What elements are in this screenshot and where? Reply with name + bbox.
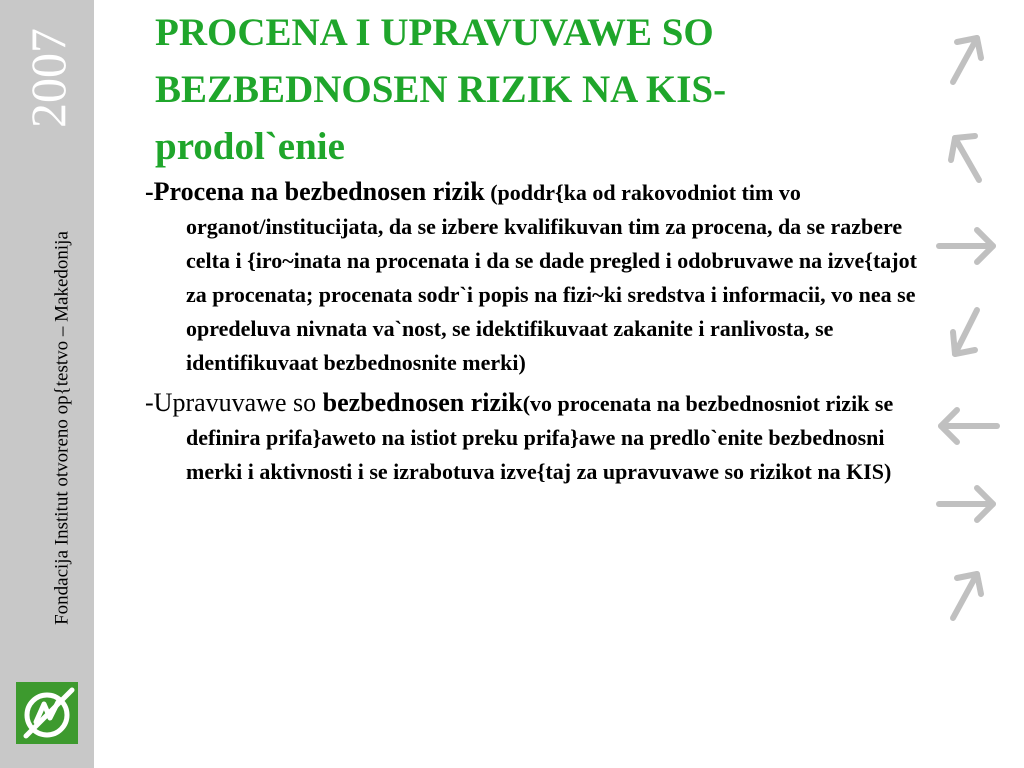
arrow-right-icon xyxy=(939,488,993,520)
bullet-dash: - xyxy=(145,177,154,206)
arrow-down-left-icon xyxy=(953,310,977,354)
arrow-up-right-icon xyxy=(953,38,981,82)
title-line-1: PROCENA I UPRAVUVAWE SO xyxy=(155,11,714,54)
bullet-dash: - xyxy=(145,388,154,417)
arrow-right-icon xyxy=(939,230,993,262)
bullet-term: bezbednosen rizik xyxy=(316,388,523,417)
bullet-term-prefix: Upravuvawe so xyxy=(153,388,317,417)
slide-body xyxy=(145,175,935,495)
decorative-arrows xyxy=(925,20,1015,640)
title-line-2: BEZBEDNOSEN RIZIK NA KIS- xyxy=(155,68,727,111)
arrow-left-icon xyxy=(941,410,997,442)
title-line-3: prodol`enie xyxy=(155,125,345,168)
foundation-name: Fondacija Institut otvoreno op{testvo – Makedonija xyxy=(51,231,73,625)
bullet-risk-assessment xyxy=(145,175,935,380)
arrow-up-right-icon xyxy=(953,574,981,618)
bullet-text: (poddr{ka od rakovodniot tim vo organot/institucijata, da se izbere kvalifikuvan tim za procena, da se razbere celta i {iro~inata na procenata i da se dade pregled i odobruvawe na izve{tajot za procenata; procenata sodr`i popis na fizi~ki sredstva i informacii, vo nea se opredeluva nivnata va`nost, se idektifikuvaat zakanite i ranlivosta, se identifikuvaat bezbednosnite merki) xyxy=(186,180,917,375)
bullet-term: Procena na bezbednosen rizik xyxy=(153,177,485,206)
sidebar xyxy=(0,0,94,768)
page-title xyxy=(155,4,855,175)
bullet-risk-management xyxy=(145,386,935,489)
arrow-up-left-icon xyxy=(951,136,979,180)
foundation-logo-icon xyxy=(16,682,78,744)
bullet-text: (vo procenata na bezbednosniot rizik se definira prifa}aweto na istiot preku prifa}awe na predlo`enite bezbednosni merki i aktivnosti i se izrabotuva izve{taj za upravuvawe so rizikot na KIS) xyxy=(186,391,894,484)
year-label: 2007 xyxy=(20,28,76,128)
